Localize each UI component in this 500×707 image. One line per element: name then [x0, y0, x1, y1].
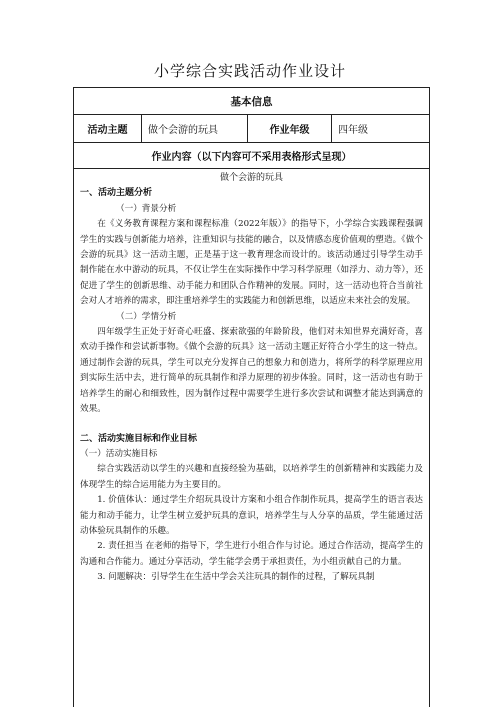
content-header: 作业内容（以下内容可不采用表格形式呈现）	[74, 143, 429, 169]
section-2-sub-1: （一）活动实施目标	[80, 448, 158, 459]
paragraph-background: 在《义务教育课程方案和课程标准（2022年版）》的指导下，小学综合实践课程强调学生的实践与创新能力培养，注重知识与技能的融合，以及情感态度价值观的塑造。《做个会游的玩具》这一活动主题，正是基于这一教育理念而设计的。该活动通过引导学生动手制作能在水中游动的玩具，不仅让学生在实际操作中学习科学原理（如浮力、动力等），还促进了学生的创新思维、动手能力和团队合作精神的发展。同时，这一活动也符合当前社会对人才培养的需求，即注重培养学生的实践能力和创新思维，以适应未来社会的发展。	[80, 219, 423, 307]
paragraph-goal-3: 3. 问题解决：引导学生在生活中学会关注玩具的制作的过程，了解玩具制	[97, 572, 375, 583]
spacer	[80, 418, 423, 432]
theme-grade-row	[74, 115, 429, 143]
theme-value: 做个会游的玩具	[142, 115, 248, 142]
basic-info-header: 基本信息	[74, 88, 429, 115]
paragraph-goals-intro: 综合实践活动以学生的兴趣和直接经验为基础，以培养学生的创新精神和实践能力及体现学生的综合运用能力为主要目的。	[80, 464, 423, 490]
section-1-sub-1: （一）背景分析	[116, 203, 177, 214]
paragraph-student-analysis: 四年级学生正处于好奇心旺盛、探索欲强的年龄阶段，他们对未知世界充满好奇，喜欢动手操作和尝试新事物。《做个会游的玩具》这一活动主题正好符合小学生的这一特点。通过制作会游的玩具，学生可以充分发挥自己的想象力和创造力，将所学的科学原理应用到实际生活中去，进行简单的玩具制作和浮力原理的初步体验。同时，这一活动也有助于培养学生的耐心和细致性，因为制作过程中需要学生进行多次尝试和调整才能达到满意的效果。	[80, 327, 423, 415]
theme-label: 活动主题	[74, 115, 142, 142]
document-title: 小学综合实践活动作业设计	[153, 62, 346, 80]
assignment-table	[73, 87, 430, 707]
grade-label: 作业年级	[248, 115, 332, 142]
section-1-sub-2: （二）学情分析	[116, 311, 177, 322]
paragraph-goal-2: 2. 责任担当 在老师的指导下，学生进行小组合作与讨论。通过合作活动，提高学生的沟通和合作能力。通过分享活动，学生能学会勇于承担责任，为小组贡献自己的力量。	[80, 541, 423, 567]
section-1-title: 一、活动主题分析	[80, 188, 153, 199]
content-body	[74, 169, 429, 586]
content-subtitle: 做个会游的玩具	[219, 173, 283, 183]
grade-value: 四年级	[338, 125, 368, 136]
paragraph-goal-1: 1. 价值体认：通过学生介绍玩具设计方案和小组合作制作玩具，提高学生的语言表达能力和动手能力，让学生树立爱护玩具的意识，培养学生与人分享的品质，学生能通过活动体验玩具制作的乐趣。	[80, 495, 423, 536]
section-2-title: 二、活动实施目标和作业目标	[80, 433, 198, 444]
